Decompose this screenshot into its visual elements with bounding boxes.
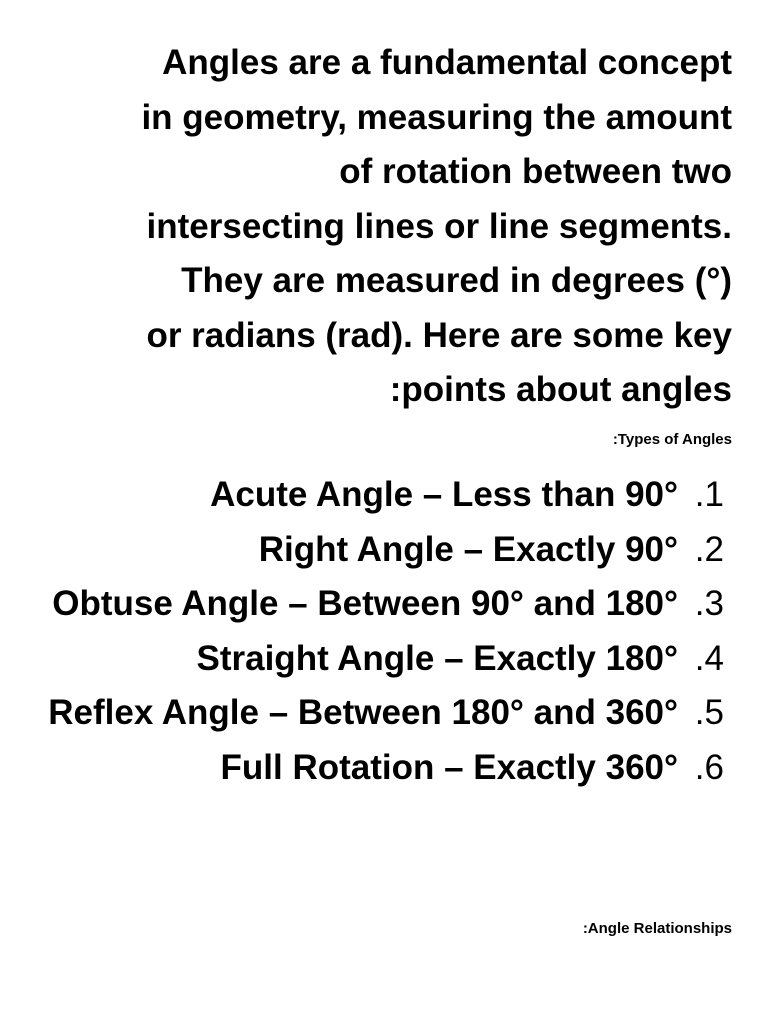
intro-line: Angles are a fundamental concept — [162, 43, 732, 82]
angle-type-text: Acute Angle – Less than 90° — [210, 475, 678, 514]
list-number: .3 — [694, 584, 724, 623]
intro-line: intersecting lines or line segments. — [146, 206, 732, 246]
list-item — [30, 523, 724, 578]
list-number: .2 — [694, 529, 724, 569]
angle-type-text: Right Angle – Exactly 90° — [258, 529, 678, 569]
intro-line: in geometry, measuring the amount — [141, 97, 732, 137]
types-of-angles-heading: :Types of Angles — [612, 431, 732, 448]
intro-paragraph — [30, 36, 732, 418]
list-number: .5 — [694, 693, 724, 732]
list-item — [30, 686, 724, 741]
list-item — [30, 741, 724, 796]
list-item — [30, 468, 724, 523]
list-number: .6 — [694, 747, 724, 787]
angle-type-text: Reflex Angle – Between 180° and 360° — [48, 693, 678, 732]
angle-relationships-heading: :Angle Relationships — [582, 920, 732, 937]
intro-line: They are measured in degrees (°) — [181, 261, 732, 300]
list-item — [30, 632, 724, 687]
intro-line: :points about angles — [389, 370, 732, 409]
list-item — [30, 577, 724, 632]
list-number: .1 — [694, 475, 724, 514]
list-number: .4 — [694, 638, 724, 678]
angle-type-text: Obtuse Angle – Between 90° and 180° — [52, 584, 678, 623]
angle-type-text: Full Rotation – Exactly 360° — [220, 747, 678, 787]
angle-types-list — [30, 468, 724, 795]
intro-line: of rotation between two — [339, 152, 732, 191]
angle-type-text: Straight Angle – Exactly 180° — [196, 638, 678, 678]
intro-line: or radians (rad). Here are some key — [146, 315, 732, 355]
